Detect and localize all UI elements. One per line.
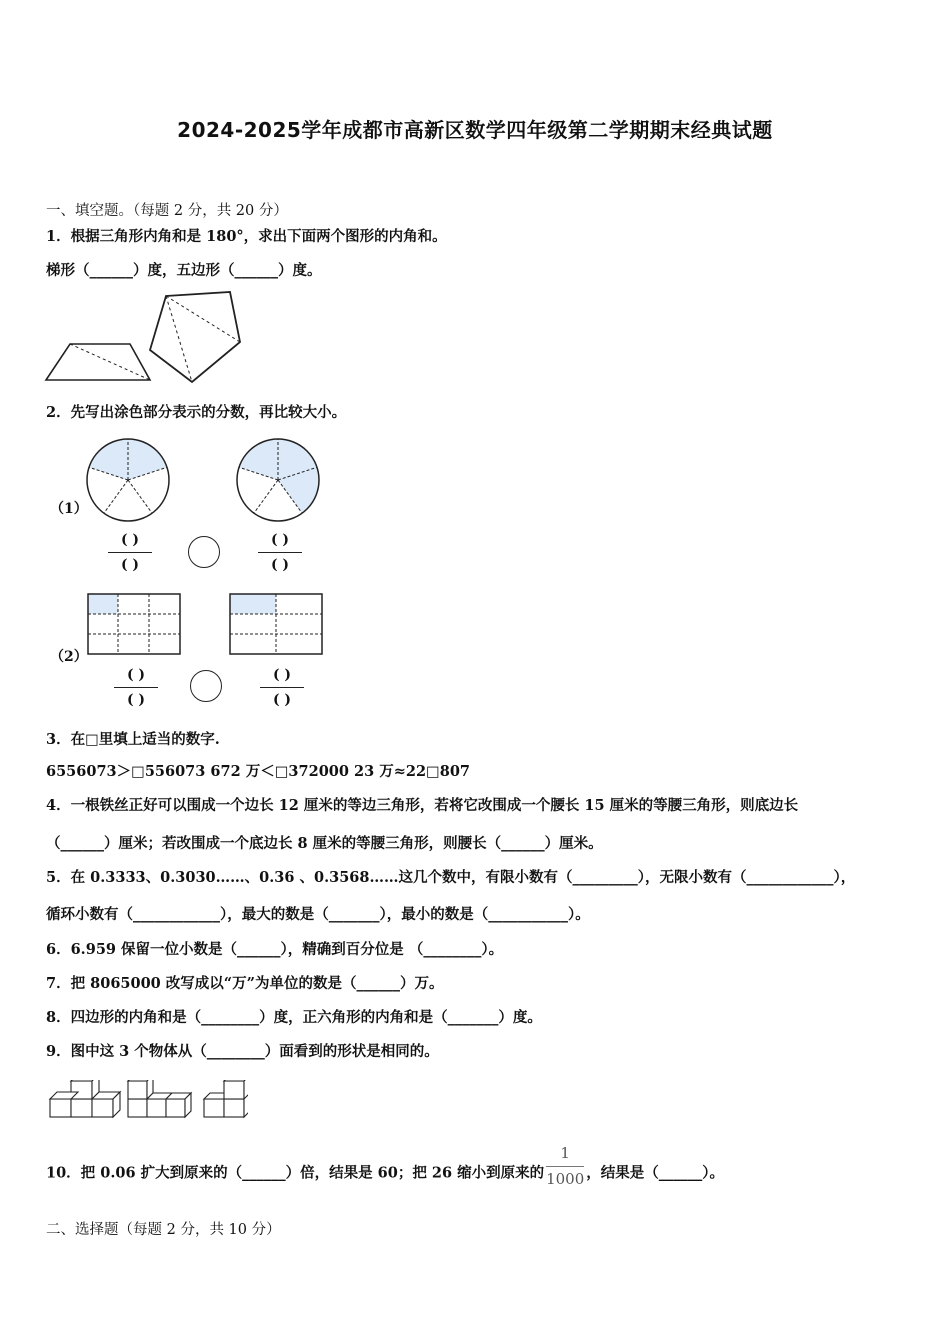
- compare-circle-1: [188, 536, 220, 568]
- fraction-denominator-blank: ( ): [272, 692, 292, 708]
- fraction-numerator-blank: ( ): [120, 532, 140, 548]
- q2-part2-label: （2）: [50, 649, 88, 665]
- trapezoid-shape: [46, 344, 150, 380]
- section-heading-fill-blank: 一、填空题。（每题 2 分，共 20 分）: [46, 203, 288, 219]
- q2-p2-fraction-right: [254, 665, 310, 710]
- question-2-stem: 2．先写出涂色部分表示的分数，再比较大小。: [46, 404, 347, 421]
- question-8: 8．四边形的内角和是（________）度，正六角形的内角和是（_______）度。: [46, 1009, 542, 1026]
- q2-grid-right: [228, 592, 326, 656]
- fraction-denominator-blank: ( ): [126, 692, 146, 708]
- question-1-stem: 1．根据三角形内角和是 180°，求出下面两个图形的内角和。: [46, 228, 447, 245]
- question-5-line1: 5．在 0.3333、0.3030……、0.36 、0.3568……这几个数中，有限小数有（_________），无限小数有（____________），: [46, 869, 856, 886]
- q2-circle-left: [84, 436, 174, 526]
- question-1-blanks: 梯形（______）度，五边形（______）度。: [46, 262, 322, 279]
- cube-object-3: [204, 1080, 248, 1117]
- question-4-line2: （______）厘米；若改围成一个底边长 8 厘米的等腰三角形，则腰长（______）厘米。: [46, 835, 603, 852]
- q2-circle-right: [234, 436, 324, 526]
- question-3-items: 6556073＞□556073 672 万＜□372000 23 万≈22□807: [46, 763, 471, 780]
- question-3-stem: 3．在□里填上适当的数字.: [46, 731, 220, 748]
- question-4-line1: 4．一根铁丝正好可以围成一个边长 12 厘米的等边三角形，若将它改围成一个腰长 15 厘米的等腰三角形，则底边长: [46, 797, 799, 814]
- question-5-line2: 循环小数有（____________），最大的数是（_______），最小的数是（___________）。: [46, 906, 590, 923]
- fraction-denominator: 1000: [546, 1170, 585, 1188]
- cube-object-1: [50, 1080, 120, 1117]
- question-10-part2: ，结果是（______）。: [586, 1164, 725, 1182]
- q2-p1-fraction-left: [102, 530, 158, 575]
- pentagon-shape: [150, 292, 240, 382]
- question-10-part1: 10．把 0.06 扩大到原来的（______）倍，结果是 60；把 26 缩小到原来的: [46, 1164, 545, 1182]
- one-thousandth-fraction: [546, 1142, 584, 1189]
- section-heading-multiple-choice: 二、选择题（每题 2 分，共 10 分）: [46, 1222, 281, 1238]
- fraction-denominator-blank: ( ): [270, 557, 290, 573]
- page-title: 2024-2025学年成都市高新区数学四年级第二学期期末经典试题: [177, 118, 773, 142]
- compare-circle-2: [190, 670, 222, 702]
- q2-p1-fraction-right: [252, 530, 308, 575]
- q2-p2-fraction-left: [108, 665, 164, 710]
- q2-part1-label: （1）: [50, 501, 88, 517]
- fraction-numerator-blank: ( ): [272, 667, 292, 683]
- question-6: 6．6.959 保留一位小数是（______），精确到百分位是 （________）。: [46, 941, 504, 958]
- fraction-numerator: 1: [560, 1144, 570, 1162]
- fraction-denominator-blank: ( ): [120, 557, 140, 573]
- q2-grid-left: [86, 592, 184, 656]
- q9-cube-figures: [48, 1080, 248, 1122]
- question-7: 7．把 8065000 改写成以“万”为单位的数是（______）万。: [46, 975, 444, 992]
- q1-shapes-figure: [44, 290, 244, 386]
- cube-object-2: [128, 1080, 191, 1117]
- question-9: 9．图中这 3 个物体从（________）面看到的形状是相同的。: [46, 1043, 439, 1060]
- fraction-numerator-blank: ( ): [126, 667, 146, 683]
- fraction-numerator-blank: ( ): [270, 532, 290, 548]
- question-10: [46, 1144, 725, 1197]
